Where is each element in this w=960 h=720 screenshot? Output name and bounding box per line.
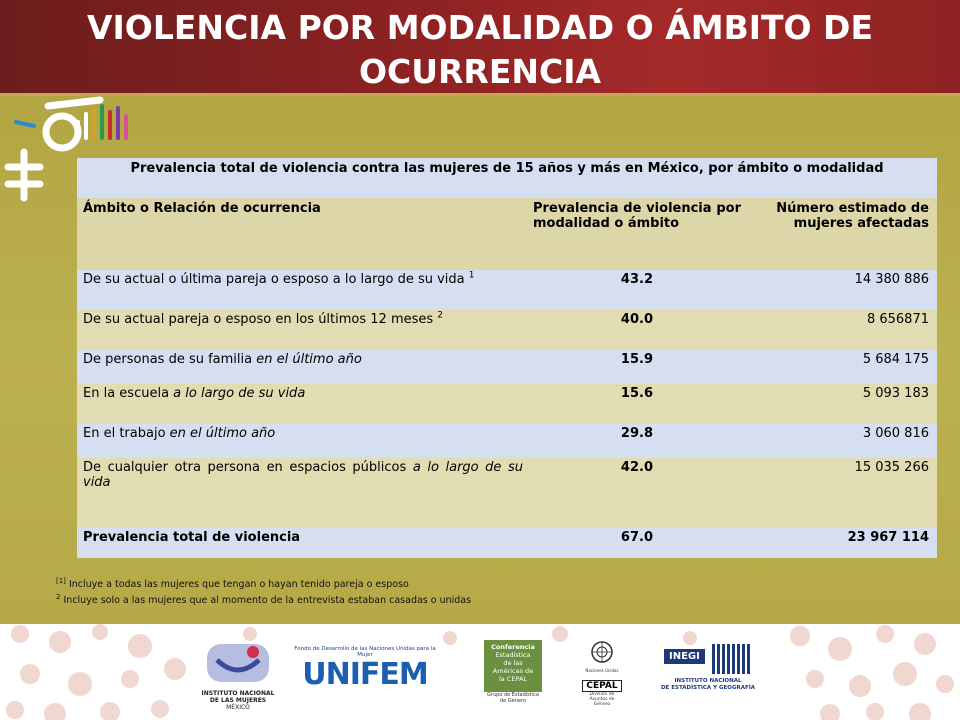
table-row: [77, 310, 937, 350]
row-label: De su actual o última pareja o esposo a lo largo de su vida $^1$: [83, 270, 475, 287]
table-header-row: [77, 198, 937, 270]
total-label: Prevalencia total de violencia: [83, 530, 301, 545]
row-prevalence: 40.0: [620, 312, 653, 327]
inmujeres-logo: INSTITUTO NACIONAL DE LAS MUJERES MÉXICO: [198, 638, 278, 711]
total-count: 23 967 114: [847, 530, 929, 545]
row-prevalence: 42.0: [620, 460, 653, 475]
un-emblem-icon: [590, 640, 614, 664]
row-prevalence: 15.9: [620, 352, 653, 367]
total-row: [77, 528, 937, 558]
title-line-1: VIOLENCIA POR MODALIDAD O ÁMBITO DE: [86, 8, 873, 47]
title-banner: [0, 0, 960, 96]
header-prevalencia: Prevalencia de violencia por modalidad o ámbito: [533, 201, 741, 231]
row-label: En el trabajo en el último año: [83, 426, 276, 441]
table-row: [77, 424, 937, 458]
header-numero: Número estimado de mujeres afectadas: [776, 201, 929, 231]
institution-logos: [0, 624, 960, 720]
unifem-logo: Fondo de Desarrollo de las Naciones Unidas para la Mujer UNIFEM: [294, 646, 436, 692]
row-prevalence: 29.8: [620, 426, 653, 441]
row-label: De personas de su familia en el último año: [83, 352, 362, 367]
logo-footer: [0, 624, 960, 720]
inegi-logo: INEGI INSTITUTO NACIONAL DE ESTADÍSTICA Y GEOGRAFÍA: [652, 644, 764, 692]
title-line-2: OCURRENCIA: [358, 52, 602, 91]
table-row: [77, 350, 937, 384]
cepal-conference-logo: Conferencia Estadística de las Américas de la CEPAL Grupo de Estadística de Género: [484, 640, 542, 704]
page-title: [0, 6, 960, 94]
row-count: 8 656871: [866, 312, 929, 327]
row-label: En la escuela a lo largo de su vida: [83, 386, 306, 401]
table-caption: Prevalencia total de violencia contra las mujeres de 15 años y más en México, por ámbito o modalidad: [77, 158, 937, 198]
row-count: 3 060 816: [862, 426, 929, 441]
row-count: 5 684 175: [862, 352, 929, 367]
table-row: [77, 458, 937, 528]
footnotes: [56, 577, 471, 609]
table-row: [77, 270, 937, 310]
cepal-logo: Naciones Unidas CEPAL División de Asuntos de Género: [572, 640, 632, 707]
header-ambito: Ámbito o Relación de ocurrencia: [83, 201, 321, 216]
table-row: [77, 384, 937, 424]
row-count: 14 380 886: [854, 272, 929, 287]
row-label: De cualquier otra persona en espacios públicos a lo largo de su vida: [83, 460, 524, 490]
row-label: De su actual pareja o esposo en los últimos 12 meses $^2$: [83, 310, 444, 327]
footnote-2: $^2$ Incluye solo a las mujeres que al momento de la entrevista estaban casadas o unidas: [56, 592, 472, 606]
inmujeres-emblem-icon: [203, 638, 273, 686]
row-count: 15 035 266: [854, 460, 929, 475]
total-prevalence: 67.0: [620, 530, 653, 545]
row-prevalence: 43.2: [620, 272, 653, 287]
prevalence-table: [77, 158, 937, 558]
row-count: 5 093 183: [862, 386, 929, 401]
footnote-1: [1] Incluye a todas las mujeres que tengan o hayan tenido pareja o esposo: [56, 576, 409, 590]
row-prevalence: 15.6: [620, 386, 653, 401]
